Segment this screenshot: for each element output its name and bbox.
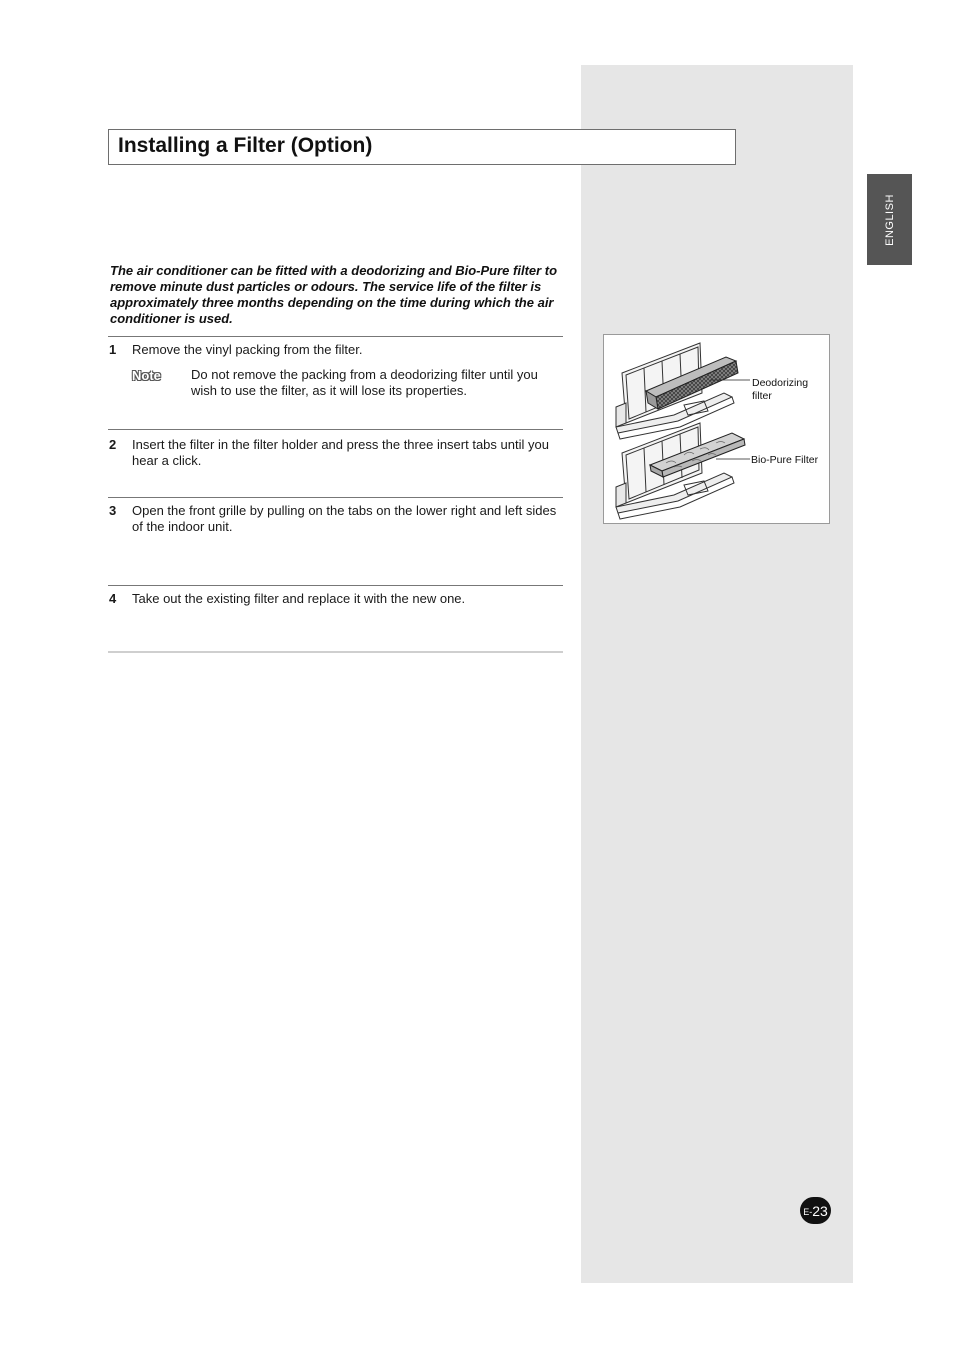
step-number: 3 xyxy=(109,503,117,518)
step-number: 4 xyxy=(109,591,117,606)
bio-pure-filter-label: Bio-Pure Filter xyxy=(751,454,819,466)
deodorizing-label-line1: Deodorizing xyxy=(752,377,809,389)
filter-illustration xyxy=(603,334,830,524)
step-number: 2 xyxy=(109,437,117,452)
divider xyxy=(108,336,563,337)
intro-paragraph: The air conditioner can be fitted with a deodorizing and Bio-Pure filter to remove minute dust particles or odours. The service life of the filter is approximately three months depending on the time during which the air conditioner is used. xyxy=(110,263,558,326)
deodorizing-filter-label xyxy=(752,377,808,403)
filter-diagram xyxy=(604,335,829,523)
divider xyxy=(108,429,563,430)
language-tab xyxy=(867,174,912,265)
step-text: Remove the vinyl packing from the filter. xyxy=(132,342,363,357)
step-number: 1 xyxy=(109,342,117,357)
step-text: Take out the existing filter and replace it with the new one. xyxy=(132,591,466,606)
step-text: Insert the filter in the filter holder and press the three insert tabs until you hear a click. xyxy=(132,437,549,468)
deodorizing-label-line2: filter xyxy=(752,390,772,402)
page-number-badge xyxy=(800,1197,831,1224)
title-box xyxy=(108,129,736,165)
page-title: Installing a Filter (Option) xyxy=(118,134,373,157)
divider xyxy=(108,651,563,653)
language-tab-label: ENGLISH xyxy=(883,193,896,246)
note-text: Do not remove the packing from a deodorizing filter until you wish to use the filter, as it will lose its properties. xyxy=(191,367,538,398)
side-panel xyxy=(581,65,853,1283)
page-number-prefix: E- xyxy=(803,1207,813,1217)
divider xyxy=(108,497,563,498)
page-number: 23 xyxy=(812,1202,828,1219)
note-label: Note xyxy=(132,368,161,383)
divider xyxy=(108,585,563,586)
step-text: Open the front grille by pulling on the tabs on the lower right and left sides of the indoor unit. xyxy=(132,503,557,534)
